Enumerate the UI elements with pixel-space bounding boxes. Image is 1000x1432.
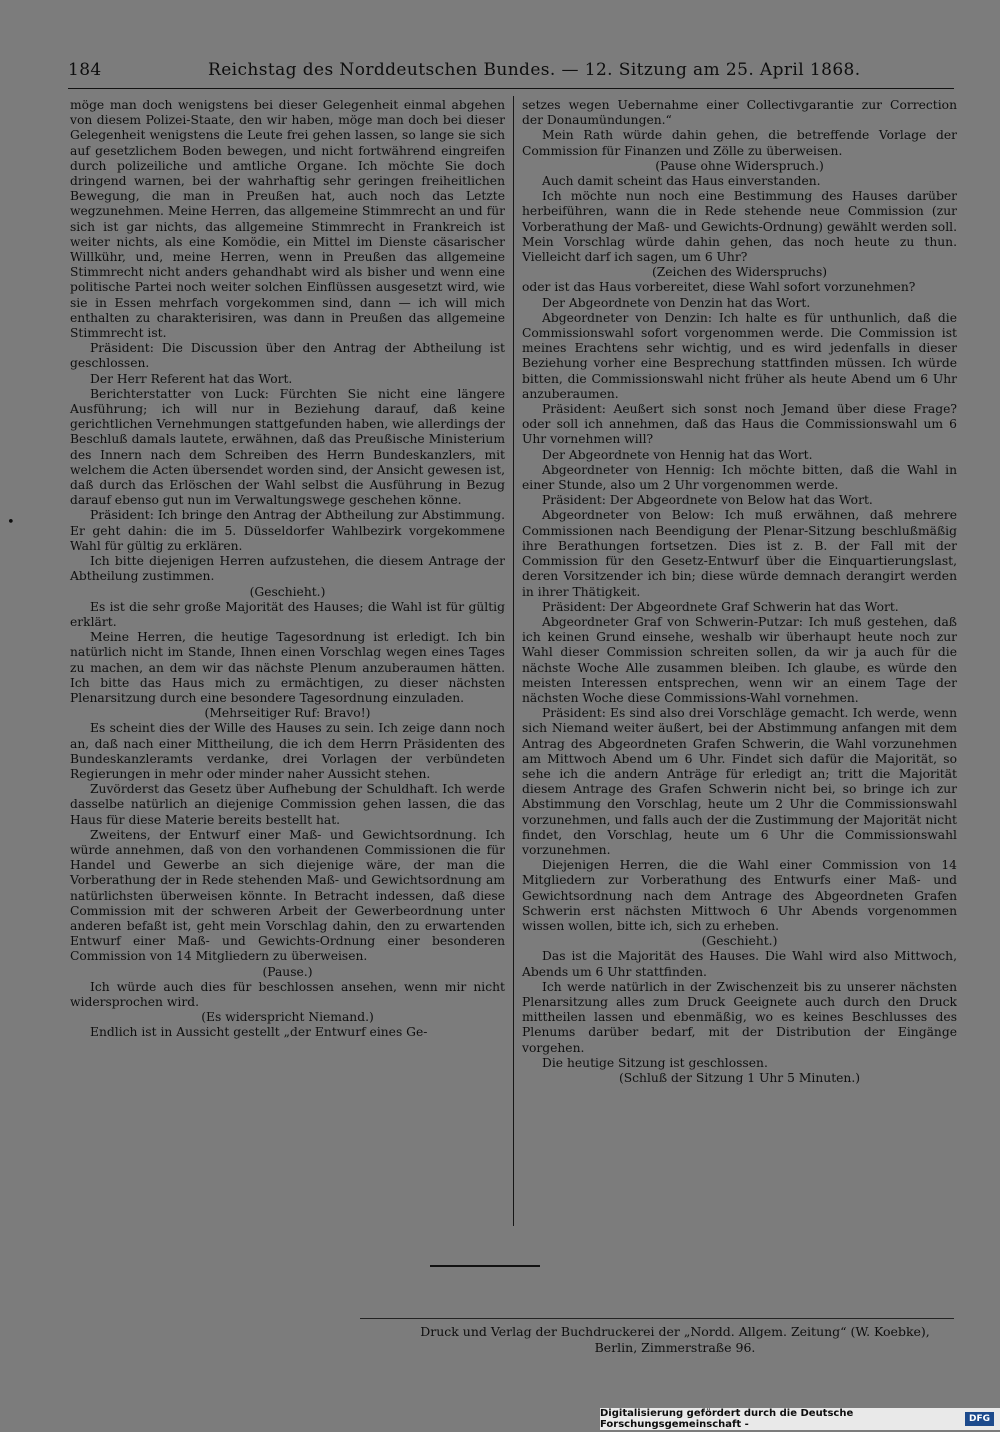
paragraph: Berichterstatter von Luck: Fürchten Sie nicht eine längere Ausführung; ich will nur in Beziehung darauf, daß keine gerichtlichen Vernehmungen stattgefunden haben, wie allerdings der Beschluß damals lautete, erwähnen, daß das Preußische Ministerium des Innern nach dem Schreiben des Herrn Bundeskanzlers, mit welchem die Acten übersendet worden sind, der Ansicht gewesen ist, daß durch das Erlöschen der Wahl selbst die Ausführung in Bezug darauf ebenso gut nun im Verwaltungswege geschehen könne. [70, 386, 505, 508]
paragraph: Abgeordneter von Denzin: Ich halte es für unthunlich, daß die Commissionswahl sofort vorgenommen werde. Die Commission ist meines Erachtens sehr wichtig, und es wird jedenfalls in dieser Beziehung vorher eine Besprechung stattfinden müssen. Ich würde bitten, die Commissionswahl nicht früher als heute Abend um 6 Uhr anzuberaumen. [522, 310, 957, 401]
paragraph: Ich möchte nun noch eine Bestimmung des Hauses darüber herbeiführen, wann die in Rede stehende neue Commission (zur Vorberathung der Maß- und Gewichts-Ordnung) gewählt werden soll. Mein Vorschlag würde dahin gehen, das noch heute zu thun. Vielleicht darf ich sagen, um 6 Uhr? [522, 189, 957, 265]
paragraph: Das ist die Majorität des Hauses. Die Wahl wird also Mittwoch, Abends um 6 Uhr stattfinden. [522, 949, 957, 979]
imprint-rule [360, 1318, 954, 1319]
paragraph: (Zeichen des Widerspruchs) [651, 265, 828, 280]
header-rule [68, 88, 954, 89]
paragraph: Zweitens, der Entwurf einer Maß- und Gewichtsordnung. Ich würde annehmen, daß von den vorhandenen Commissionen die für Handel und Gewerbe an sich diejenige wäre, der man die Vorberathung der in Rede stehenden Maß- und Gewichtsordnung am natürlichsten überweisen könnte. In Betracht indessen, daß diese Commission mit der schweren Arbeit der Gewerbeordnung unter anderen befaßt ist, geht mein Vorschlag dahin, den zu erwartenden Entwurf einer Maß- und Gewichts-Ordnung einer besonderen Commission von 14 Mitgliedern zu überweisen. [70, 827, 505, 964]
column-divider [513, 96, 514, 1226]
paragraph: Endlich ist in Aussicht gestellt „der Entwurf eines Ge- [90, 1025, 428, 1040]
paragraph: Zuvörderst das Gesetz über Aufhebung der Schuldhaft. Ich werde dasselbe natürlich an diejenige Commission gehen lassen, die das Haus für diese Materie bereits bestellt hat. [70, 782, 505, 827]
paragraph: (Mehrseitiger Ruf: Bravo!) [204, 706, 371, 721]
funding-note: Digitalisierung gefördert durch die Deutsche Forschungsgemeinschaft - [600, 1408, 854, 1430]
end-rule [430, 1265, 540, 1267]
paragraph: Präsident: Es sind also drei Vorschläge gemacht. Ich werde, wenn sich Niemand weiter äußert, bei der Abstimmung anfangen mit dem Antrag des Abgeordneten Grafen Schwerin, die Wahl vorzunehmen am Mittwoch Abend um 6 Uhr. Findet sich dafür die Majorität, so sehe ich die andern Anträge für erledigt an; tritt die Majorität diesem Antrage des Grafen Schwerin nicht bei, so bringe ich zur Abstimmung den Vorschlag, heute um 2 Uhr die Commissionswahl vorzunehmen, und falls auch der die Zustimmung der Majorität nicht findet, den Vorschlag, heute um 6 Uhr die Commissionswahl vorzunehmen. [522, 706, 957, 857]
paragraph: Abgeordneter von Below: Ich muß erwähnen, daß mehrere Commissionen nach Beendigung der Plenar-Sitzung beschlußmäßig ihre Berathungen fortsetzen. Dies ist z. B. der Fall mit der Commission für den Gesetz-Entwurf über die Einquartierungslast, deren Vorsitzender ich bin; diese würde demnach derangirt werden in ihrer Thätigkeit. [522, 508, 957, 599]
paragraph: Meine Herren, die heutige Tagesordnung ist erledigt. Ich bin natürlich nicht im Stande, Ihnen einen Vorschlag wegen eines Tages zu machen, an dem wir das nächste Plenum anzuberaumen hätten. Ich bitte das Haus mich zu ermächtigen, zu dieser nächsten Plenarsitzung durch eine besondere Tagesordnung einzuladen. [70, 630, 505, 705]
paragraph: (Es widerspricht Niemand.) [201, 1010, 374, 1025]
left-column [70, 98, 505, 1041]
running-title: Reichstag des Norddeutschen Bundes. — 12. Sitzung am 25. April 1868. [208, 60, 861, 80]
imprint [395, 1324, 955, 1356]
paragraph: (Schluß der Sitzung 1 Uhr 5 Minuten.) [618, 1071, 861, 1085]
margin-mark: • [7, 515, 15, 530]
paragraph: Der Abgeordnete von Denzin hat das Wort. [542, 295, 811, 310]
paragraph: Es ist die sehr große Majorität des Hauses; die Wahl ist für gültig erklärt. [70, 599, 505, 629]
paragraph: möge man doch wenigstens bei dieser Gelegenheit einmal abgehen von diesem Polizei-Staate, den wir haben, möge man doch bei dieser Gelegenheit wenigstens die Leute frei gehen lassen, so lange sie sich auf gesetzlichem Boden bewegen, und nicht fortwährend eingreifen durch polizeiliche und amtliche Organe. Ich möchte Sie doch dringend warnen, bei der wahrhaftig sehr geringen freiheitlichen Bewegung, die man in Preußen hat, auch noch das Letzte wegzunehmen. Meine Herren, das allgemeine Stimmrecht an und für sich ist gar nichts, das allgemeine Stimmrecht in Frankreich ist weiter nichts, als eine Komödie, ein Mittel im Dienste cäsarischer Willkühr, und, meine Herren, wenn in Preußen das allgemeine Stimmrecht nicht anders gehandhabt wird als bisher und wenn eine politische Partei noch weiter solchen Einflüssen ausgesetzt wird, wie sie in Essen mehrfach vorgekommen sind, dann — ich will mich enthalten zu charakterisiren, was dann in Preußen das allgemeine Stimmrecht ist. [70, 98, 505, 341]
paragraph: Präsident: Der Abgeordnete von Below hat das Wort. [542, 493, 873, 508]
paragraph: Es scheint dies der Wille des Hauses zu sein. Ich zeige dann noch an, daß nach einer Mittheilung, die ich dem Herrn Präsidenten des Bundeskanzleramts verdanke, drei Vorlagen der verbündeten Regierungen in mehr oder minder naher Aussicht stehen. [70, 721, 505, 781]
paragraph: Präsident: Der Abgeordnete Graf Schwerin hat das Wort. [542, 599, 899, 614]
funding-bar [600, 1408, 1000, 1430]
paragraph: Abgeordneter von Hennig: Ich möchte bitten, daß die Wahl in einer Stunde, also um 2 Uhr vorgenommen werde. [522, 462, 957, 493]
paragraph: Präsident: Ich bringe den Antrag der Abtheilung zur Abstimmung. Er geht dahin: die im 5. Düsseldorfer Wahlbezirk vorgekommene Wahl für gültig zu erklären. [70, 508, 505, 553]
paragraph: Der Herr Referent hat das Wort. [90, 371, 293, 386]
imprint-line-2: Berlin, Zimmerstraße 96. [594, 1340, 756, 1355]
paragraph: (Geschieht.) [249, 584, 326, 599]
paragraph: oder ist das Haus vorbereitet, diese Wahl sofort vorzunehmen? [522, 280, 916, 295]
paragraph: Ich werde natürlich in der Zwischenzeit bis zu unserer nächsten Plenarsitzung alles zum Druck Geeignete auch durch den Druck mittheilen lassen und ebenmäßig, wo es keines Beschlusses des Plenums darüber bedarf, mit der Distribution der Eingänge vorgehen. [522, 979, 957, 1055]
paragraph: (Pause.) [262, 964, 313, 979]
paragraph: Die heutige Sitzung ist geschlossen. [542, 1055, 768, 1070]
paragraph: (Pause ohne Widerspruch.) [655, 158, 824, 173]
paragraph: Präsident: Aeußert sich sonst noch Jemand über diese Frage? oder soll ich annehmen, daß das Haus die Commissionswahl um 6 Uhr vornehmen will? [522, 402, 957, 447]
imprint-line-1: Druck und Verlag der Buchdruckerei der „Nordd. Allgem. Zeitung“ (W. Koebke), [420, 1324, 930, 1339]
paragraph: Präsident: Die Discussion über den Antrag der Abtheilung ist geschlossen. [70, 341, 505, 371]
paragraph: Der Abgeordnete von Hennig hat das Wort. [542, 447, 813, 462]
page-number: 184 [68, 60, 102, 80]
page-header [68, 60, 953, 88]
paragraph: Diejenigen Herren, die die Wahl einer Commission von 14 Mitgliedern zur Vorberathung des Entwurfs einer Maß- und Gewichtsordnung nach dem Antrage des Abgeordneten Grafen Schwerin erst nächsten Mittwoch 6 Uhr Abends vorgenommen wissen wollen, bitte ich, sich zu erheben. [522, 858, 957, 933]
paragraph: Auch damit scheint das Haus einverstanden. [542, 174, 821, 189]
paragraph: Abgeordneter Graf von Schwerin-Putzar: Ich muß gestehen, daß ich keinen Grund einsehe, weshalb wir überhaupt heute noch zur Wahl dieser Commission schreiten sollen, da wir ja auch für die nächste Woche Alle zusammen bleiben. Ich glaube, es würde den meisten Interessen entsprechen, wenn wir an einem Tage der nächsten Woche diese Commissions-Wahl vornehmen. [522, 614, 957, 705]
right-column [522, 98, 957, 1086]
paragraph: (Geschieht.) [701, 934, 778, 949]
paragraph: Mein Rath würde dahin gehen, die betreffende Vorlage der Commission für Finanzen und Zölle zu überweisen. [522, 128, 957, 158]
paragraph: Ich würde auch dies für beschlossen ansehen, wenn mir nicht widersprochen wird. [70, 979, 505, 1009]
dfg-logo: DFG [965, 1412, 994, 1426]
paragraph: Ich bitte diejenigen Herren aufzustehen, die diesem Antrage der Abtheilung zustimmen. [70, 554, 505, 584]
paragraph: setzes wegen Uebernahme einer Collectivgarantie zur Correction der Donaumündungen.“ [522, 98, 957, 128]
